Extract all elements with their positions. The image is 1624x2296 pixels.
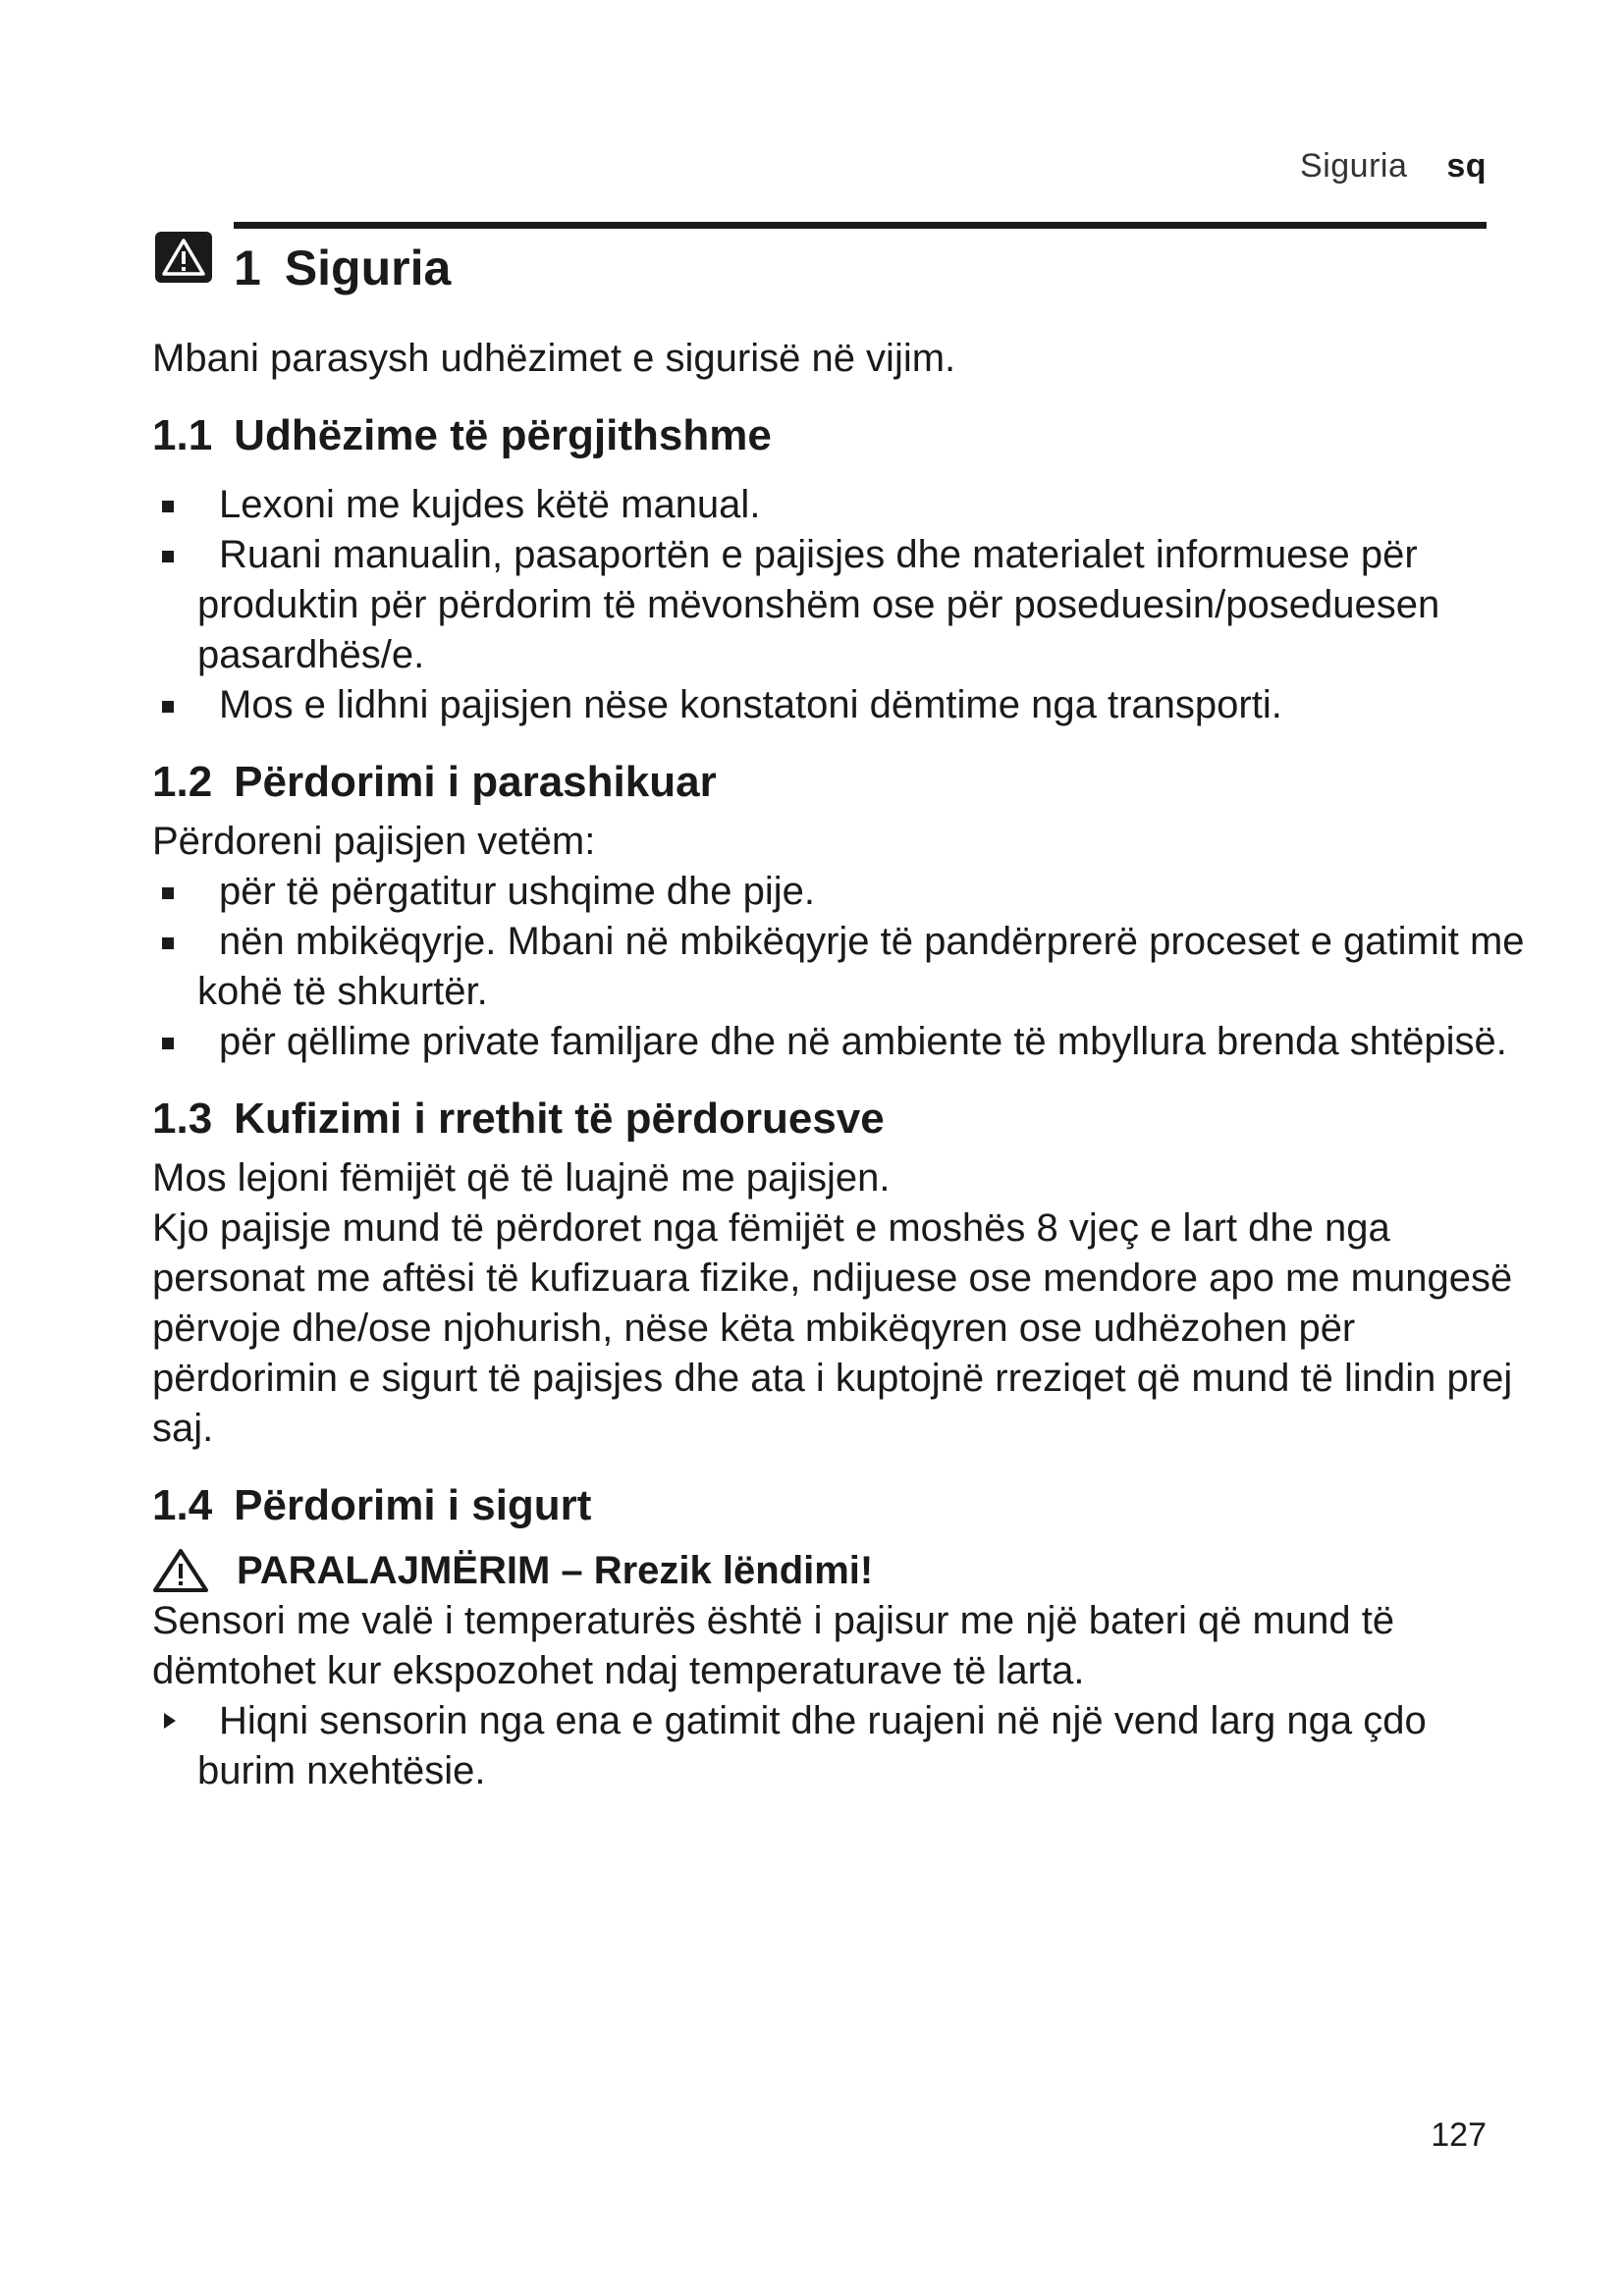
- list-item: [152, 530, 1527, 680]
- list-item: [152, 867, 1527, 917]
- warning-heading: [152, 1546, 1527, 1596]
- bullet-square-icon: [162, 1038, 174, 1049]
- action-text: Hiqni sensorin nga ena e gatimit dhe ruajeni në një vend larg nga çdo burim nxehtësie.: [197, 1699, 1427, 1792]
- list-item-text: për të përgatitur ushqime dhe pije.: [219, 870, 816, 913]
- section-lead: Përdoreni pajisjen vetëm:: [152, 820, 596, 863]
- bullet-square-icon: [162, 937, 174, 949]
- list-item-text: Ruani manualin, pasaportën e pajisjes dhe materialet informuese për produktin për përdorim të mëvonshëm ose për poseduesin/poseduesen pasardhës/e.: [197, 533, 1440, 676]
- title-text: Siguria: [284, 240, 452, 295]
- warning-triangle-icon: [152, 1548, 209, 1606]
- list-item: [152, 1017, 1527, 1067]
- list-item-text: Lexoni me kujdes këtë manual.: [219, 483, 761, 526]
- title-rule: [234, 222, 1487, 229]
- bullet-square-icon: [162, 887, 174, 899]
- page-title: [234, 240, 451, 296]
- header-section-name: Siguria: [1300, 147, 1408, 185]
- warning-triangle-icon: [155, 232, 212, 283]
- list-item: [152, 917, 1527, 1017]
- running-header: [1300, 147, 1487, 186]
- bullet-square-icon: [162, 501, 174, 512]
- list-item: [152, 480, 1527, 530]
- section-heading: [152, 1479, 1527, 1532]
- section-number: 1.3: [152, 1095, 213, 1143]
- section-heading: [152, 409, 1527, 462]
- arrow-right-icon: [164, 1713, 176, 1729]
- section-title: Përdorimi i sigurt: [234, 1481, 592, 1529]
- list-item-text: për qëllime private familjare dhe në ambiente të mbyllura brenda shtëpisë.: [219, 1020, 1507, 1063]
- section-number: 1.2: [152, 758, 213, 806]
- warning-text: Sensori me valë i temperaturës është i pajisur me një bateri që mund të dëmtohet kur ekspozohet ndaj temperaturave të larta.: [152, 1599, 1395, 1692]
- section-title: Përdorimi i parashikuar: [234, 758, 717, 806]
- page-number: 127: [1431, 2116, 1487, 2154]
- paragraph: Mos lejoni fëmijët që të luajnë me pajisjen.: [152, 1156, 891, 1200]
- bullet-square-icon: [162, 551, 174, 562]
- action-step: [152, 1696, 1527, 1796]
- main-content: [152, 334, 1527, 1796]
- title-number: 1: [234, 240, 261, 295]
- section-number: 1.4: [152, 1481, 213, 1529]
- intro-paragraph: Mbani parasysh udhëzimet e sigurisë në vijim.: [152, 337, 956, 380]
- bullet-square-icon: [162, 701, 174, 713]
- section-title: Udhëzime të përgjithshme: [234, 411, 772, 459]
- section-heading: [152, 1093, 1527, 1146]
- list-item-text: Mos e lidhni pajisjen nëse konstatoni dëmtime nga transporti.: [219, 683, 1282, 726]
- section-title: Kufizimi i rrethit të përdoruesve: [234, 1095, 885, 1143]
- list-item: [152, 680, 1527, 730]
- warning-title: PARALAJMËRIM – Rrezik lëndimi!: [237, 1549, 874, 1592]
- list-item-text: nën mbikëqyrje. Mbani në mbikëqyrje të pandërprerë proceset e gatimit me kohë të shkurtër.: [197, 920, 1525, 1013]
- paragraph: Kjo pajisje mund të përdoret nga fëmijët e moshës 8 vjeç e lart dhe nga personat me aftësi të kufizuara fizike, ndijuese ose mendore apo me mungesë përvoje dhe/ose njohurish, nëse këta mbikëqyren ose udhëzohen për përdorimin e sigurt të pajisjes dhe ata i kuptojnë rreziqet që mund të lindin prej saj.: [152, 1206, 1513, 1450]
- header-language-code: sq: [1446, 147, 1487, 185]
- section-heading: [152, 756, 1527, 809]
- bullet-list: [152, 867, 1527, 1067]
- bullet-list: [152, 480, 1527, 730]
- section-number: 1.1: [152, 411, 213, 459]
